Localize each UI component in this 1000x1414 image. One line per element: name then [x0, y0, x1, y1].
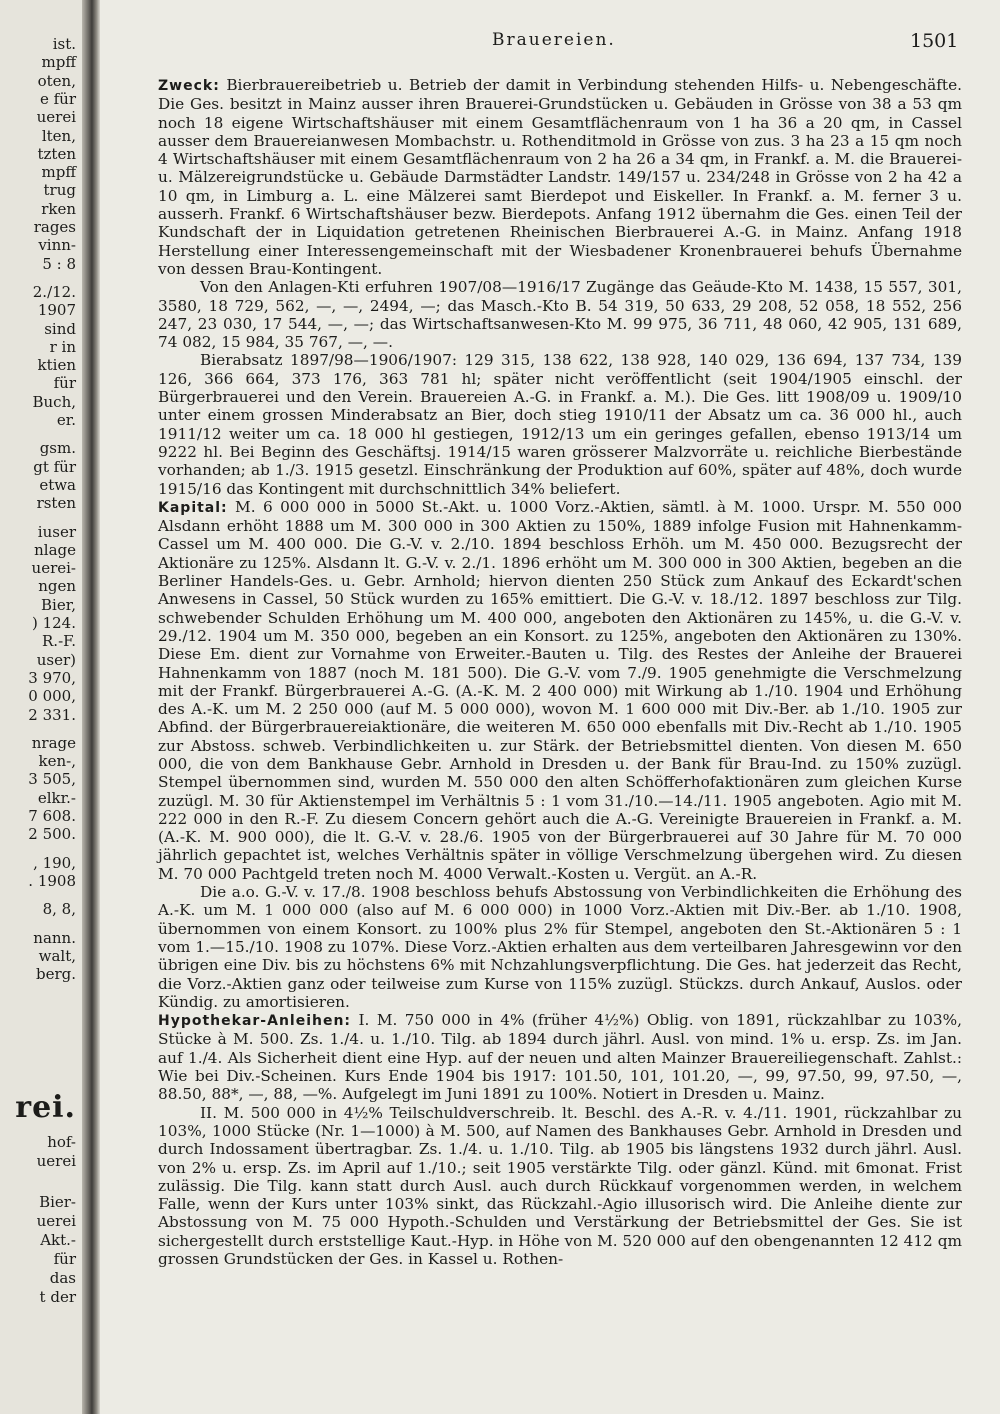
margin-fragment: nann. — [33, 928, 76, 947]
margin-fragment: walt, — [38, 946, 76, 965]
margin-fragment: etwa — [39, 475, 76, 494]
paragraph — [158, 498, 962, 883]
paragraph-text: Von den Anlagen-Kti erfuhren 1907/08—1916/17 Zugänge das Geäude-Kto M. 1438, 15 557, 301, 3580, 18 729, 562, —, —, 2494, —; das Masch.-Kto B. 54 319, 50 633, 29 208, 52 058, 18 552, 256 247, 23 030, 17 544, —, —; das Wirtschaftsanwesen-Kto M. 99 975, 36 711, 48 060, 42 905, 131 689, 74 082, 15 984, 35 767, —, —. — [158, 278, 962, 352]
margin-fragment: uerei — [36, 108, 76, 127]
paragraph — [158, 1011, 962, 1103]
margin-fragment: rken — [41, 199, 76, 218]
paragraph-text: I. M. 750 000 in 4% (früher 4½%) Oblig. von 1891, rückzahlbar zu 103%, Stücke à M. 500. Zs. 1./4. u. 1./10. Tilg. ab 1894 durch jährl. Ausl. von mind. 1% u. ersp. Zs. im Jan. auf 1./4. Als Sicherheit dient eine Hyp. auf der neuen und alten Mainzer Brauereiliegenschaft. Zahlst.: Wie bei Div.-Scheinen. Kurs Ende 1904 bis 1917: 101.50, 101, 101.20, —, 99, 97.50, 99, 97.50, —, 88.50, 88*, —, 88, —%. Aufgelegt im Juni 1891 zu 100%. Notiert in Dresden u. Mainz. — [158, 1011, 962, 1104]
paragraph — [158, 1104, 962, 1269]
page-number: 1501 — [910, 30, 959, 52]
margin-fragment: ktien — [37, 356, 76, 375]
margin-fragment: elkr.- — [37, 788, 76, 807]
margin-fragment: mpff — [41, 53, 76, 72]
margin-fragment: ) 124. — [31, 614, 76, 632]
section-label: Kapital: — [158, 499, 228, 516]
margin-fragment: e für — [39, 89, 76, 108]
margin-fragment: ist. — [52, 35, 76, 53]
margin-fragment: ngen — [38, 577, 76, 596]
margin-fragment: t der — [39, 1288, 76, 1306]
margin-fragment: berg. — [35, 965, 76, 984]
margin-fragment: Buch, — [32, 392, 76, 411]
margin-fragment: 2./12. — [32, 282, 76, 301]
margin-fragment: Bier- — [39, 1193, 76, 1211]
margin-fragment: hof- — [47, 1133, 76, 1151]
margin-fragment: iuser — [37, 522, 76, 541]
margin-fragment: 0 000, — [28, 687, 76, 706]
margin-fragment: 1907 — [37, 301, 76, 320]
paragraph — [158, 883, 962, 1011]
margin-fragment: mpff — [41, 163, 76, 182]
section-label: Hypothekar-Anleihen: — [158, 1013, 352, 1030]
margin-fragment: , 190, — [33, 853, 76, 872]
margin-fragment: r in — [49, 337, 76, 356]
margin-fragment: oten, — [37, 71, 76, 90]
margin-fragment: 3 505, — [28, 770, 76, 789]
paragraph-text: Bierabsatz 1897/98—1906/1907: 129 315, 138 622, 138 928, 140 029, 136 694, 137 734, 139 126, 366 664, 373 176, 363 781 hl; später nicht veröffentlicht (seit 1904/1905 einschl. der Bürgerbrauerei und den Verein. Brauereien A.-G. in Frankf. a. M.). Die Ges. litt 1908/09 u. 1909/10 unter einem grossen Minderabsatz an Bier, doch stieg 1910/11 der Absatz um ca. 36 000 hl., auch 1911/12 weiter um ca. 18 000 hl gestiegen, 1912/13 um ein geringes gefallen, ebenso 1913/14 um 9222 hl. Bei Beginn des Geschäftsj. 1914/15 waren grösserer Malzvorräte u. reichliche Bierbestände vorhanden; ab 1./3. 1915 gesetzl. Einschränkung der Produktion auf 60%, später auf 48%, doch wurde 1915/16 das Kontingent mit durchschnittlich 34% beliefert. — [158, 351, 962, 498]
margin-fragment: 5 : 8 — [42, 254, 76, 273]
margin-fragment: uerei — [36, 1152, 76, 1170]
section-label: Zweck: — [158, 78, 220, 94]
margin-fragment: rages — [33, 218, 76, 236]
paragraph-text: M. 6 000 000 in 5000 St.-Akt. u. 1000 Vorz.-Aktien, sämtl. à M. 1000. Urspr. M. 550 000 Alsdann erhöht 1888 um M. 300 000 in 300 Aktien zu 150%, 1889 infolge Fusion mit Hahnenkamm-Cassel um M. 400 000. Die G.-V. v. 2./10. 1894 beschloss Erhöh. um M. 450 000. Bezugsrecht der Aktionäre zu 125%. Alsdann lt. G.-V. v. 2./1. 1896 erhöht um M. 300 000 in 300 Aktien, begeben an die Berliner Handels-Ges. u. Gebr. Arnhold; hiervon dienten 250 Stück zum Ankauf des Eckardt'schen Anwesens in Cassel, 50 Stück wurden zu 165% emittiert. Die G.-V. v. 18./12. 1897 beschloss zur Tilg. schwebender Schulden Erhöhung um M. 400 000, angeboten den Aktionären zu 145%, u. die G.-V. v. 29./12. 1904 um M. 350 000, begeben an ein Konsort. zu 125%, angeboten den Aktionären zu 130%. Diese Em. dient zur Vornahme von Erweiter.-Bauten u. Tilg. des Restes der Anleihe der Brauerei Hahnenkamm von 1887 (noch M. 181 500). Die G.-V. vom 7./9. 1905 genehmigte die Verschmelzung mit der Frankf. Bürgerbrauerei A.-G. (A.-K. M. 2 400 000) mit Wirkung ab 1./10. 1904 und Erhöhung des A.-K. um M. 2 250 000 (auf M. 5 000 000), wovon M. 1 600 000 mit Div.-Ber. ab 1./10. 1905 zur Abfind. der Bürgerbrauereiaktionäre, die weiteren M. 650 000 ebenfalls mit Div.-Recht ab 1./10. 1905 zur Abstoss. schweb. Verbindlichkeiten u. zur Stärk. der Betriebsmittel dienten. Von diesen M. 650 000, die von dem Bankhause Gebr. Arnhold in Dresden u. der Bank für Brau-Ind. zu 150% zuzügl. Stempel übernommen sind, wurden M. 550 000 den alten Schöfferhofaktionären zum gleichen Kurse zuzügl. M. 30 für Aktienstempel im Verhältnis 5 : 1 vom 31./10.—14./11. 1905 angeboten. Agio mit M. 222 000 in den R.-F. Zu diesem Concern gehört auch die A.-G. Vereinigte Brauereien in Frankf. a. M. (A.-K. M. 900 000), die lt. G.-V. v. 28./6. 1905 von der Bürgerbrauerei auf 30 Jahre für M. 70 000 jährlich gepachtet ist, welches Verhältnis später in völlige Verschmelzung übergehen wird. Zu diesen M. 70 000 Pachtgeld treten noch M. 4000 Verwalt.-Kosten u. Vergüt. an A.-R. — [158, 497, 962, 883]
running-head: Brauereien. — [492, 30, 616, 50]
margin-fragment: für — [53, 374, 76, 393]
margin-fragment: . 1908 — [28, 871, 76, 890]
margin-fragment: 8, 8, — [42, 900, 76, 919]
margin-fragment: rsten — [36, 494, 76, 513]
margin-fragment: tzten — [37, 144, 76, 163]
margin-fragment: trug — [43, 181, 76, 200]
margin-fragment: gt für — [33, 457, 76, 476]
margin-fragment: 7 608. — [28, 807, 76, 825]
adjacent-page-fragment — [0, 0, 82, 1414]
paragraph — [158, 278, 962, 351]
paragraph-text: II. M. 500 000 in 4½% Teilschuldverschreib. lt. Beschl. des A.-R. v. 4./11. 1901, rückzahlbar zu 103%, 1000 Stücke (Nr. 1—1000) à M. 500, auf Namen des Bankhauses Gebr. Arnhold in Dresden und durch Indossament übertragbar. Zs. 1./4. u. 1./10. Tilg. ab 1905 bis längstens 1932 durch jährl. Ausl. von 2% u. ersp. Zs. im April auf 1./10.; seit 1905 verstärkte Tilg. oder gänzl. Künd. mit 6monat. Frist zulässig. Die Tilg. kann statt durch Ausl. auch durch Rückkauf vorgenommen werden, in welchem Falle, wenn der Kurs unter 103% sinkt, das Rückzahl.-Agio illusorisch wird. Die Anleihe diente zur Abstossung von M. 75 000 Hypoth.-Schulden und Verstärkung der Betriebsmittel der Ges. Sie ist sichergestellt durch erststellige Kaut.-Hyp. in Höhe von M. 520 000 auf den obengenannten 12 412 qm grossen Grundstücken der Ges. in Kassel u. Rothen- — [158, 1103, 962, 1268]
margin-fragment: nlage — [34, 540, 76, 559]
margin-fragment: uerei- — [31, 559, 76, 578]
article-body — [158, 76, 962, 1268]
margin-fragment: 2 331. — [28, 705, 76, 724]
margin-fragment: er. — [56, 411, 76, 429]
margin-fragment: für — [53, 1250, 76, 1268]
margin-fragment: user) — [36, 650, 76, 669]
margin-fragment: gsm. — [39, 439, 76, 458]
paragraph-text: Bierbrauereibetrieb u. Betrieb der damit in Verbindung stehenden Hilfs- u. Nebengeschäfte. Die Ges. besitzt in Mainz ausser ihren Brauerei-Grundstücken u. Gebäuden in Grösse von 38 a 53 qm noch 18 eigene Wirtschaftshäuser mit einem Gesamtflächenraum von 1 ha 36 a 20 qm, in Cassel ausser dem Brauereianwesen Mombachstr. u. Rothenditmold in Grösse von zus. 3 ha 23 a 15 qm noch 4 Wirtschaftshäuser mit einem Gesamtflächenraum von 2 ha 26 a 34 qm, in Frankf. a. M. die Brauerei- u. Mälzereigrundstücke u. Gebäude Darmstädter Landstr. 149/157 u. 234/248 in Grösse von 2 ha 42 a 10 qm, in Limburg a. L. eine Mälzerei samt Bierdepot und Eiskeller. In Frankf. a. M. ferner 3 u. ausserh. Frankf. 6 Wirtschaftshäuser bezw. Bierdepots. Anfang 1912 übernahm die Ges. einen Teil der Kundschaft der in Liquidation getretenen Rheinischen Bierbrauerei A.-G. in Mainz. Anfang 1918 Herstellung einer Interessengemeinschaft mit der Wiesbadener Kronenbrauerei behufs Übernahme von dessen Brau-Kontingent. — [158, 76, 962, 278]
margin-fragment: Akt.- — [40, 1231, 76, 1249]
margin-fragment: sind — [44, 319, 76, 338]
margin-fragment: lten, — [41, 126, 76, 145]
margin-fragment: R.-F. — [42, 632, 76, 651]
margin-fragment: das — [49, 1269, 76, 1287]
margin-fragment: nrage — [31, 733, 76, 752]
paragraph — [158, 76, 962, 278]
margin-heading-fragment: rei. — [15, 1090, 76, 1125]
paragraph-text: Die a.o. G.-V. v. 17./8. 1908 beschloss behufs Abstossung von Verbindlichkeiten die Erhöhung des A.-K. um M. 1 000 000 (also auf M. 6 000 000) in 1000 Vorz.-Aktien mit Div.-Ber. ab 1./10. 1908, übernommen von einem Konsort. zu 100% plus 2% für Stempel, angeboten den St.-Aktionären 5 : 1 vom 1.—15./10. 1908 zu 107%. Diese Vorz.-Aktien erhalten aus dem verteilbaren Jahresgewinn vor den übrigen eine Div. bis zu höchstens 6% mit Nchzahlungsverpflichtung. Die Ges. hat jederzeit das Recht, die Vorz.-Aktien ganz oder teilweise zum Kurse von 115% zuzügl. Stückzs. durch Ankauf, Auslos. oder Kündig. zu amortisieren. — [158, 883, 962, 1011]
book-gutter — [82, 0, 100, 1414]
margin-fragment: Bier, — [41, 595, 76, 614]
margin-fragment: uerei — [36, 1212, 76, 1230]
margin-fragment: ken-, — [38, 752, 76, 771]
margin-fragment: 2 500. — [28, 825, 76, 844]
paragraph — [158, 351, 962, 497]
margin-fragment: vinn- — [38, 236, 76, 255]
margin-fragment: 3 970, — [28, 668, 76, 687]
